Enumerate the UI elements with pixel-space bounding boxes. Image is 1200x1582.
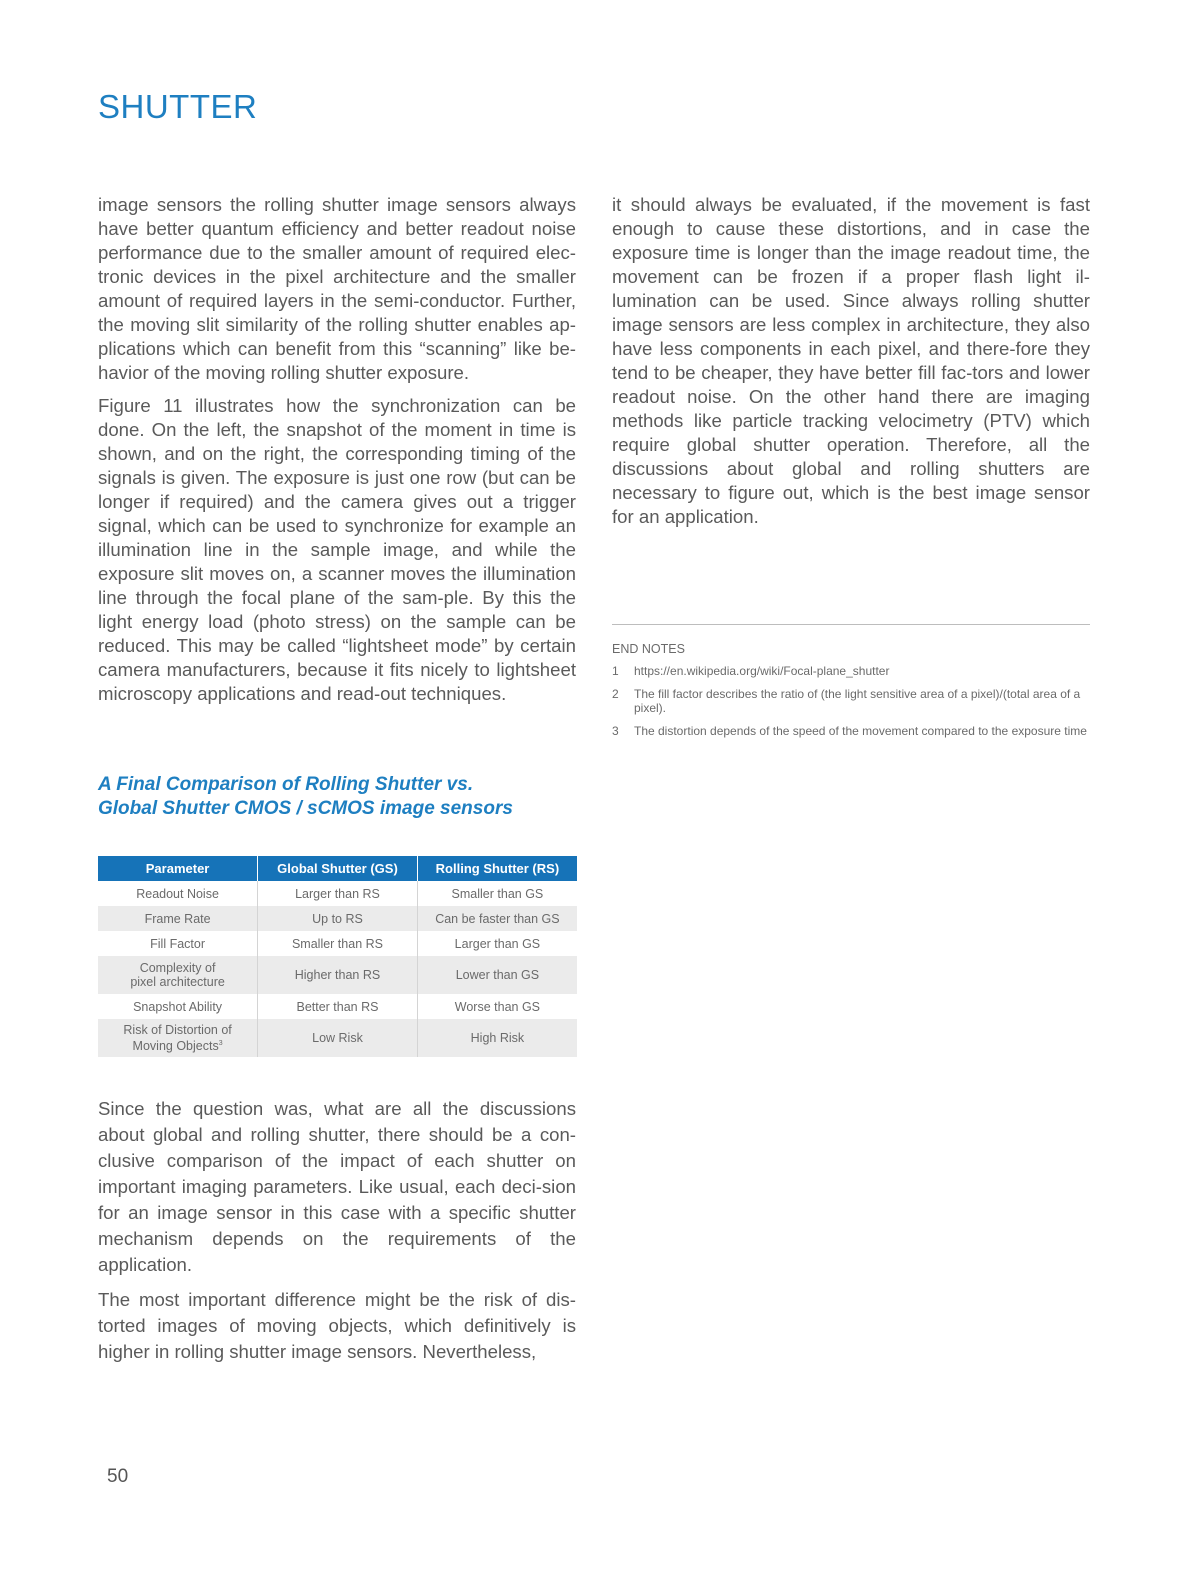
endnote-number: 3	[612, 724, 619, 738]
page-number: 50	[107, 1466, 129, 1487]
body-paragraph: it should always be evaluated, if the movement is fast enough to cause these distortions, and in case the exposure time is longer than the image readout time, the movement can be frozen if a proper flash light il-lumination can be used. Since always rolling shutter image sensors are less complex in architecture, they also have less components in each pixel, and there-fore they tend to be cheaper, they have better fill fac-tors and lower readout noise. On the other hand there are imaging methods like particle tracking velocimetry (PTV) which require global shutter operation. Therefore, all the discussions about global and rolling shutters are necessary to figure out, which is the best image sensor for an application.	[612, 194, 1090, 527]
body-paragraph: Since the question was, what are all the discussions about global and rolling shutter, there should be a con-clusive comparison of the impact of each shutter on important imaging parameters. Like usual, each deci-sion for an image sensor in this case with a specific shutter mechanism depends on the requirements of the application.	[98, 1098, 576, 1275]
endnote-number: 1	[612, 664, 619, 678]
table-row	[98, 1019, 577, 1057]
table-row	[98, 881, 577, 906]
cell-line: Complexity of	[139, 961, 216, 975]
table-cell-gs: Better than RS	[258, 994, 418, 1019]
section-heading-line: A Final Comparison of Rolling Shutter vs.	[98, 774, 474, 795]
table-cell-rs: Larger than GS	[454, 936, 541, 951]
body-paragraph: The most important difference might be the risk of dis-torted images of moving objects, which definitively is higher in rolling shutter image sensors. Nevertheless,	[98, 1289, 576, 1362]
comparison-table	[98, 856, 577, 1057]
endnote-item	[612, 664, 1090, 678]
table-row	[98, 906, 577, 931]
page-title: SHUTTER	[98, 88, 258, 125]
table-row	[98, 956, 577, 994]
table-cell-parameter	[98, 956, 258, 994]
table-cell-gs: Low Risk	[258, 1019, 418, 1057]
endnote-number: 2	[612, 687, 619, 701]
endnotes	[612, 624, 1090, 747]
cell-line: Risk of Distortion of	[123, 1022, 232, 1037]
table-row	[98, 994, 577, 1019]
column-header-rolling-shutter: Rolling Shutter (RS)	[417, 856, 577, 881]
section-heading-line: Global Shutter CMOS / sCMOS image sensors	[98, 798, 513, 819]
table-header-row	[98, 856, 577, 881]
table-cell-parameter: Fill Factor	[98, 931, 258, 956]
endnote-text: The distortion depends of the speed of the movement compared to the exposure time	[634, 724, 1087, 738]
column-header-global-shutter: Global Shutter (GS)	[258, 856, 418, 881]
endnotes-title: END NOTES	[612, 642, 685, 656]
endnote-item	[612, 724, 1090, 738]
table-cell-parameter: Readout Noise	[98, 881, 258, 906]
column-header-parameter: Parameter	[98, 856, 258, 881]
cell-line: pixel architecture	[130, 975, 225, 989]
footnote-ref[interactable]: 3	[218, 1039, 223, 1047]
table-cell-gs: Up to RS	[258, 906, 418, 931]
endnote-link[interactable]: https://en.wikipedia.org/wiki/Focal-plane_shutter	[634, 664, 890, 678]
table-cell-gs: Smaller than RS	[258, 931, 418, 956]
cell-line: Moving Objects	[132, 1039, 219, 1054]
section-heading	[98, 773, 576, 821]
table-cell-rs: Smaller than GS	[451, 886, 544, 901]
table-cell-rs: High Risk	[417, 1019, 577, 1057]
body-paragraph: image sensors the rolling shutter image sensors always have better quantum efficiency and better readout noise performance due to the smaller amount of required elec-tronic devices in the pixel architecture and the smaller amount of required layers in the semi-conductor. Further, the moving slit similarity of the rolling shutter enables ap-plications which can benefit from this “scanning” like be-havior of the moving rolling shutter exposure.	[98, 194, 576, 383]
table-cell-parameter: Frame Rate	[98, 906, 258, 931]
endnote-text: The fill factor describes the ratio of (the light sensitive area of a pixel)/(total area of a pixel).	[634, 687, 1081, 715]
endnote-item	[612, 687, 1090, 715]
table-cell-gs: Larger than RS	[258, 881, 418, 906]
table-cell-rs: Lower than GS	[417, 956, 577, 994]
body-paragraph: Figure 11 illustrates how the synchronization can be done. On the left, the snapshot of the moment in time is shown, and on the right, the corresponding timing of the signals is given. The exposure is just one row (but can be longer if required) and the camera gives out a trigger signal, which can be used to synchronize for example an illumination line in the sample image, and while the exposure slit moves on, a scanner moves the illumination line through the focal plane of the sam-ple. By this the light energy load (photo stress) on the sample can be reduced. This may be called “lightsheet mode” by certain camera manufacturers, because it fits nicely to lightsheet microscopy applications and read-out techniques.	[98, 395, 576, 704]
left-column	[98, 193, 576, 715]
table-cell-rs: Can be faster than GS	[417, 906, 577, 931]
table-cell-parameter: Snapshot Ability	[98, 994, 258, 1019]
bottom-column	[98, 1096, 576, 1374]
table-cell-parameter	[98, 1019, 258, 1057]
right-column	[612, 193, 1090, 538]
table-row	[98, 931, 577, 956]
table-cell-rs: Worse than GS	[454, 999, 541, 1014]
table-cell-gs: Higher than RS	[258, 956, 418, 994]
